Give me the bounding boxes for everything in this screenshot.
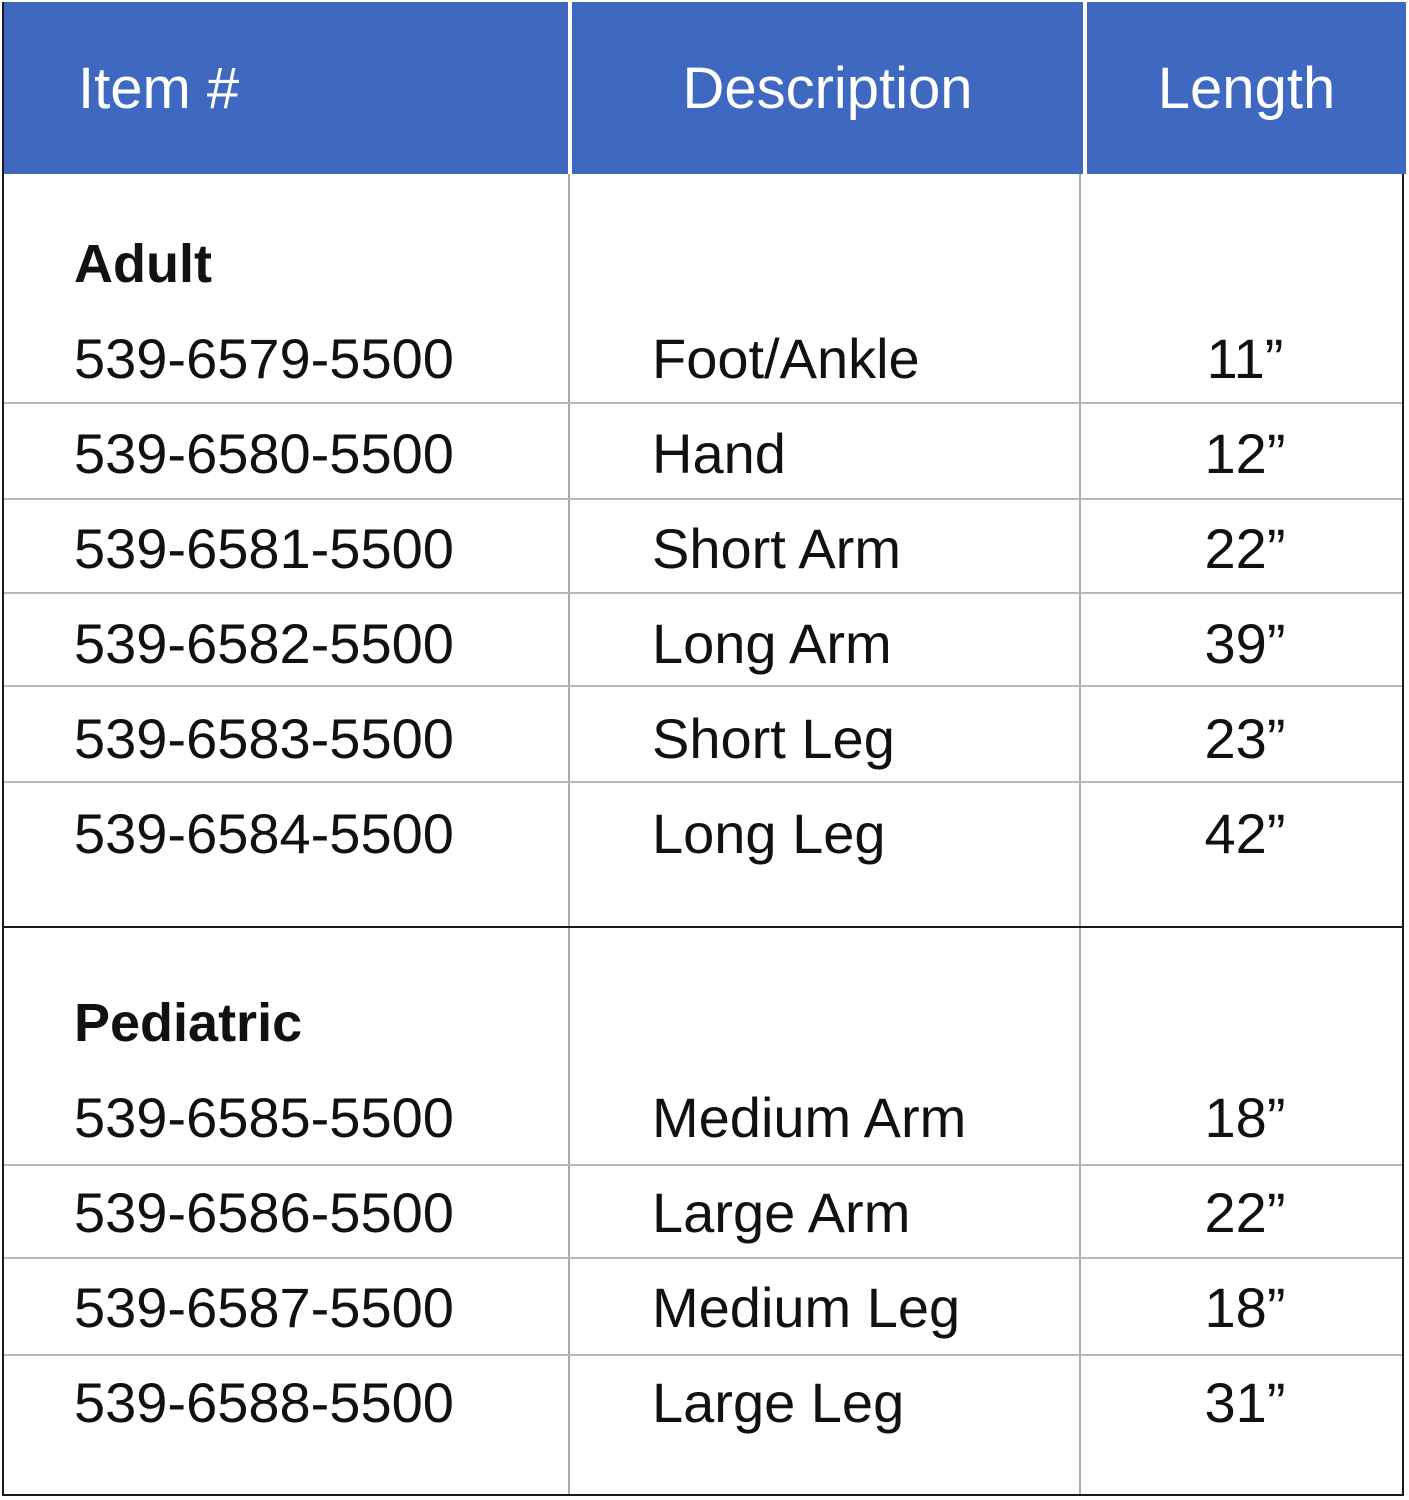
column-header-length: Length (1157, 55, 1336, 121)
row-divider (4, 402, 1402, 404)
item-number: 539-6583-5500 (74, 706, 454, 770)
table-row (4, 311, 1402, 405)
item-description: Hand (652, 421, 786, 485)
item-number: 539-6581-5500 (74, 516, 454, 580)
item-length: 22” (1204, 1180, 1286, 1244)
row-divider (4, 498, 1402, 500)
product-table (2, 2, 1404, 1496)
item-number: 539-6587-5500 (74, 1275, 454, 1339)
item-number: 539-6582-5500 (74, 611, 454, 675)
row-divider (4, 781, 1402, 783)
table-row (4, 596, 1402, 690)
table-row (4, 691, 1402, 785)
item-length: 18” (1204, 1085, 1286, 1149)
item-length: 11” (1206, 326, 1284, 390)
group-title-adult: Adult (74, 234, 212, 294)
item-length: 31” (1204, 1370, 1286, 1434)
table-row (4, 1260, 1402, 1354)
item-number: 539-6584-5500 (74, 801, 454, 865)
table-header (4, 2, 1406, 174)
table-row (4, 786, 1402, 880)
item-number: 539-6580-5500 (74, 421, 454, 485)
item-description: Large Arm (652, 1180, 911, 1244)
item-number: 539-6579-5500 (74, 326, 454, 390)
item-number: 539-6588-5500 (74, 1370, 454, 1434)
item-description: Large Leg (652, 1370, 905, 1434)
item-description: Short Leg (652, 706, 895, 770)
item-number: 539-6586-5500 (74, 1180, 454, 1244)
item-description: Medium Leg (652, 1275, 961, 1339)
item-length: 39” (1204, 611, 1286, 675)
item-description: Short Arm (652, 516, 901, 580)
group-divider (4, 926, 1402, 928)
table-row (4, 406, 1402, 500)
item-description: Foot/Ankle (652, 326, 920, 390)
item-length: 22” (1204, 516, 1286, 580)
table-row (4, 1070, 1402, 1164)
group-title-pediatric: Pediatric (74, 993, 303, 1053)
item-description: Long Leg (652, 801, 886, 865)
row-divider (4, 592, 1402, 594)
table-row (4, 501, 1402, 595)
table-row (4, 1355, 1402, 1449)
item-description: Medium Arm (652, 1085, 967, 1149)
item-number: 539-6585-5500 (74, 1085, 454, 1149)
item-description: Long Arm (652, 611, 892, 675)
row-divider (4, 685, 1402, 687)
row-divider (4, 1257, 1402, 1259)
column-header-item: Item # (78, 55, 240, 121)
column-header-description: Description (682, 55, 973, 121)
table-row (4, 1165, 1402, 1259)
item-length: 18” (1204, 1275, 1286, 1339)
item-length: 12” (1204, 421, 1286, 485)
item-length: 23” (1204, 706, 1286, 770)
item-length: 42” (1204, 801, 1286, 865)
